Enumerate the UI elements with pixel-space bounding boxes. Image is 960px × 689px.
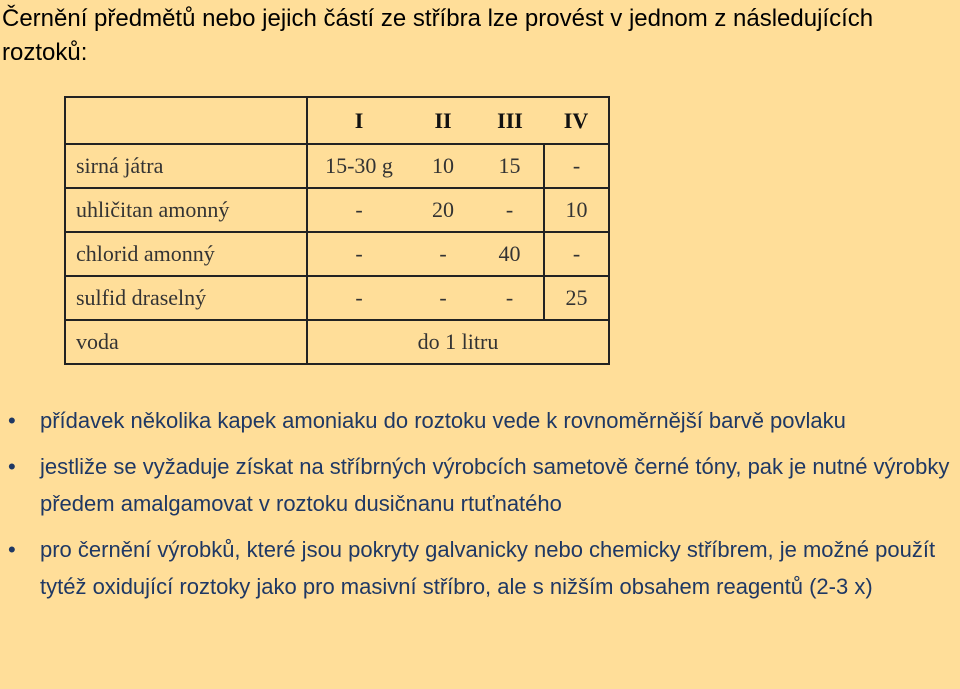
cell-value: 10	[544, 188, 609, 232]
bullet-icon: •	[8, 408, 16, 433]
table-row	[65, 188, 609, 232]
header-solution-1: I	[307, 97, 410, 144]
cell-value: -	[544, 144, 609, 188]
header-solution-2: II	[410, 97, 476, 144]
note-text: pro černění výrobků, které jsou pokryty galvanicky nebo chemicky stříbrem, je možné použít tytéž oxidující roztoky jako pro masivní stříbro, ale s nižším obsahem reagentů (2-3 x)	[40, 537, 936, 599]
table-row	[65, 232, 609, 276]
header-solution-3: III	[476, 97, 544, 144]
table-row-water	[65, 320, 609, 364]
list-item	[0, 531, 960, 605]
cell-value: 15	[476, 144, 544, 188]
list-item	[0, 448, 960, 522]
row-name: sulfid draselný	[65, 276, 307, 320]
solutions-table	[64, 96, 610, 365]
row-name: voda	[65, 320, 307, 364]
cell-value: -	[307, 232, 410, 276]
row-name: sirná játra	[65, 144, 307, 188]
cell-value: -	[410, 276, 476, 320]
cell-value: -	[476, 276, 544, 320]
cell-value: -	[544, 232, 609, 276]
row-name: chlorid amonný	[65, 232, 307, 276]
note-text: jestliže se vyžaduje získat na stříbrných výrobcích sametově černé tóny, pak je nutné výrobky předem amalgamovat v roztoku dusičnanu rtuťnatého	[40, 454, 950, 516]
bullet-icon: •	[8, 537, 16, 562]
note-text: přídavek několika kapek amoniaku do roztoku vede k rovnoměrnější barvě povlaku	[40, 408, 846, 433]
cell-value: -	[307, 276, 410, 320]
intro-text: Černění předmětů nebo jejich částí ze stříbra lze provést v jednom z následujících roztoků:	[2, 5, 874, 66]
header-solution-4: IV	[544, 97, 609, 144]
cell-value: 20	[410, 188, 476, 232]
cell-value: -	[476, 188, 544, 232]
cell-value: 10	[410, 144, 476, 188]
table-row	[65, 276, 609, 320]
notes-list	[0, 402, 960, 614]
cell-value: 25	[544, 276, 609, 320]
header-empty-cell	[65, 97, 307, 144]
cell-value: 15-30 g	[307, 144, 410, 188]
row-name: uhličitan amonný	[65, 188, 307, 232]
cell-value: -	[410, 232, 476, 276]
bullet-icon: •	[8, 454, 16, 479]
table-header-row	[65, 97, 609, 144]
cell-value: 40	[476, 232, 544, 276]
water-value: do 1 litru	[307, 320, 609, 364]
cell-value: -	[307, 188, 410, 232]
table-row	[65, 144, 609, 188]
list-item	[0, 402, 960, 439]
